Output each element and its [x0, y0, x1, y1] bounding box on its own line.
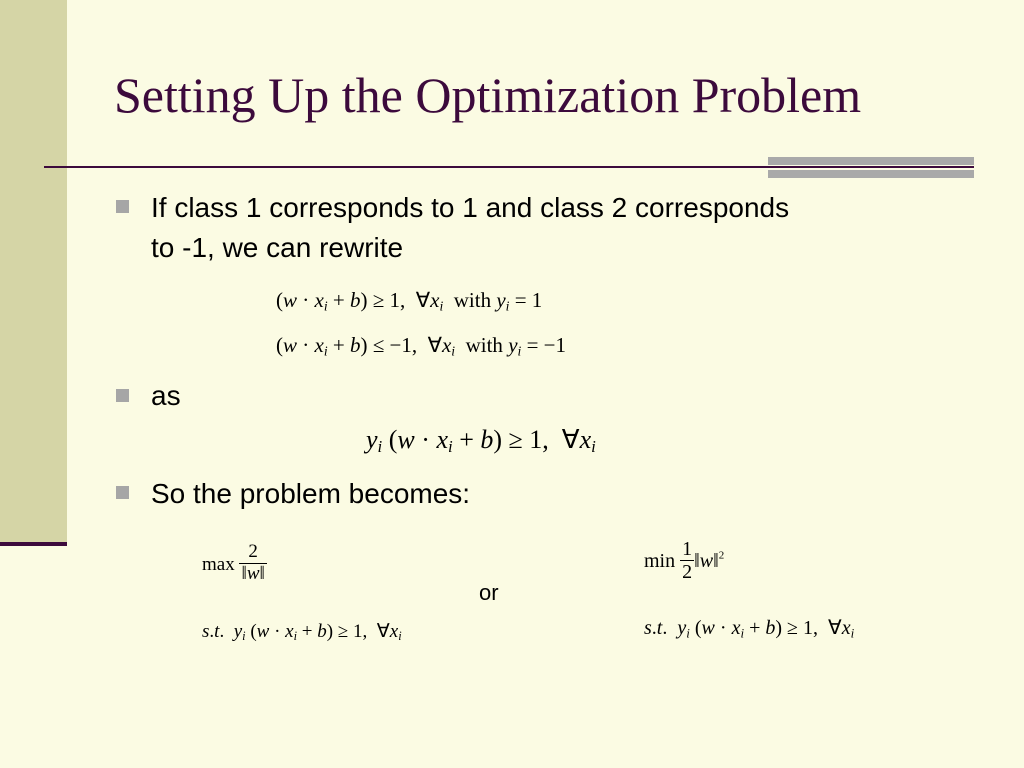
slide-title: Setting Up the Optimization Problem [114, 67, 862, 123]
bullet-marker [116, 389, 129, 402]
objective-max: max $\frac{2}{‖w‖}$ [202, 541, 265, 584]
equation-combined-constraint: $y_i$ $(w \cdot x_i + b) \ge 1$, $\forall x_i$ [366, 425, 596, 457]
objective-min: min $\frac{1}{2}$ ‖w‖$^2$ [644, 538, 725, 583]
bullet-2-text: as [151, 380, 181, 411]
bullet-1-line-1: If class 1 corresponds to 1 and class 2 corresponds [151, 192, 790, 223]
bullet-3-text: So the problem becomes: [151, 478, 471, 509]
side-band-bottom-line [0, 542, 67, 546]
or-label: or [479, 580, 499, 605]
title-accent-bar-bottom [768, 170, 974, 178]
side-band [0, 0, 67, 545]
constraint-right: s.t. $y_i$ $(w \cdot x_i + b) \ge 1$, $\forall x_i$ [644, 617, 855, 641]
bullet-1-line-2: to -1, we can rewrite [151, 232, 404, 263]
equation-class1-constraint: $(w \cdot x_i + b) \ge 1$, $\forall x_i$ with $y_i = 1$ [276, 288, 543, 314]
bullet-marker [116, 486, 129, 499]
constraint-left: s.t. $y_i$ $(w \cdot x_i + b) \ge 1$, $\forall x_i$ [202, 621, 402, 644]
title-accent-bar-top [768, 157, 974, 165]
title-rule [44, 166, 974, 168]
bullet-marker [116, 200, 129, 213]
equation-class2-constraint: $(w \cdot x_i + b) \le -1$, $\forall x_i$ with $y_i = -1$ [276, 333, 566, 359]
